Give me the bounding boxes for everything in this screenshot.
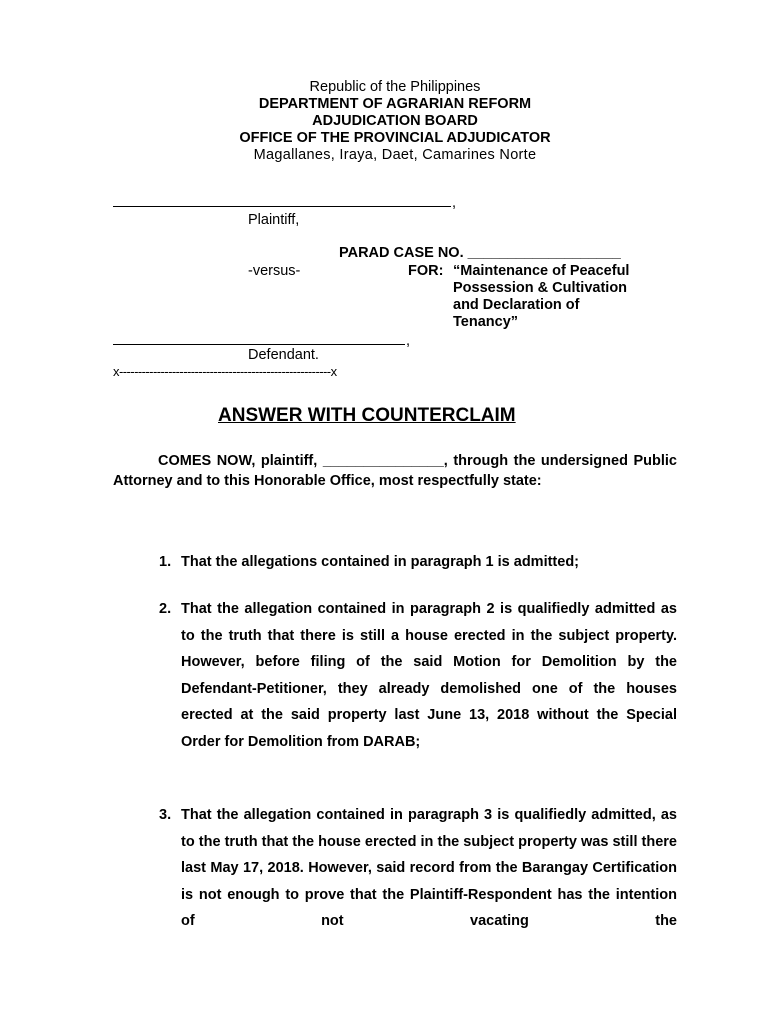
intro-text: plaintiff, _______________, through the undersigned Public Attorney and to this Honorable Office, most respectfully state:	[113, 453, 677, 489]
item-3-text: That the allegation contained in paragraph 3 is qualifiedly admitted, as to the truth that the house erected in the subject property was still there last May 17, 2018. However, said record from the Barangay Certification is not enough to prove that the Plaintiff-Respondent has the intention of not vacating the	[181, 807, 677, 929]
intro-lead: COMES NOW,	[158, 453, 256, 469]
header-republic: Republic of the Philippines	[309, 79, 481, 95]
defendant-comma: ,	[406, 333, 411, 349]
case-number-label: PARAD CASE NO. ___________________	[339, 245, 621, 261]
header-department: DEPARTMENT OF AGRARIAN REFORM	[258, 96, 532, 112]
item-1-text: That the allegations contained in paragraph 1 is admitted;	[181, 554, 580, 570]
for-description-line-3: and Declaration of	[453, 297, 580, 313]
for-description-line-1: “Maintenance of Peaceful	[453, 263, 630, 279]
defendant-label: Defendant.	[248, 347, 319, 363]
plaintiff-name-blank	[113, 206, 451, 207]
document-title: ANSWER WITH COUNTERCLAIM	[218, 405, 516, 426]
versus-label: -versus-	[248, 263, 301, 279]
for-description-line-4: Tenancy”	[453, 314, 519, 330]
header-office: OFFICE OF THE PROVINCIAL ADJUDICATOR	[239, 130, 551, 146]
for-description-line-2: Possession & Cultivation	[453, 280, 628, 296]
caption-separator: x--------------------------------------------------------x	[113, 364, 337, 379]
item-1-number: 1.	[159, 554, 172, 570]
plaintiff-label: Plaintiff,	[248, 212, 300, 228]
for-label: FOR:	[408, 263, 444, 279]
item-2-number: 2.	[159, 601, 172, 617]
plaintiff-comma: ,	[452, 195, 457, 211]
header-address: Magallanes, Iraya, Daet, Camarines Norte	[253, 147, 537, 163]
header-board: ADJUDICATION BOARD	[312, 113, 478, 129]
item-2-text: That the allegation contained in paragraph 2 is qualifiedly admitted as to the truth that there is still a house erected in the subject property. However, before filing of the said Motion for Demolition by the Defendant-Petitioner, they already demolished one of the houses erected at the said property last June 13, 2018 without the Special Order for Demolition from DARAB;	[181, 601, 677, 750]
intro-paragraph	[113, 451, 677, 491]
defendant-name-blank	[113, 344, 405, 345]
item-3-number: 3.	[159, 807, 172, 823]
